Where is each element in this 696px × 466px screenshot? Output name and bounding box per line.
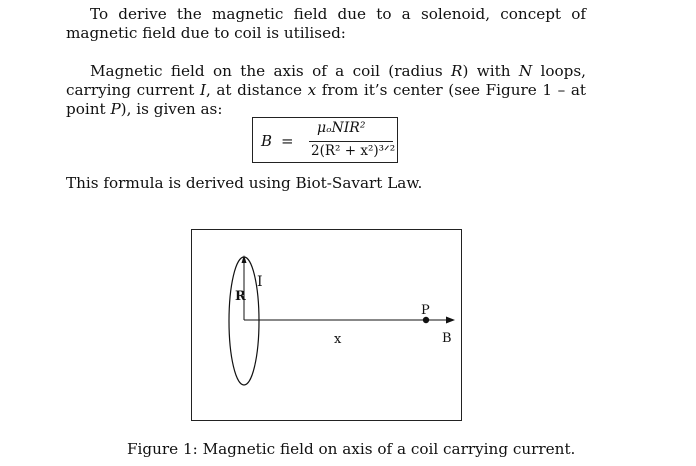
var-x: x	[307, 81, 317, 99]
var-n: N	[518, 62, 533, 80]
text-segment: ), is given as:	[120, 100, 223, 118]
formula-denominator: 2(R² + x²)³ᐟ²	[311, 143, 396, 159]
label-field: B	[442, 331, 452, 346]
label-distance: x	[334, 332, 342, 347]
biot-savart-paragraph: This formula is derived using Biot-Savart Law.	[66, 174, 423, 192]
label-point: P	[421, 303, 430, 318]
intro-text: To derive the magnetic field due to a solenoid, concept of magnetic field due to coil is utilised:	[66, 5, 586, 42]
formula-numerator: μₒNIR²	[317, 120, 366, 136]
coil-diagram	[192, 230, 463, 422]
coil-figure	[191, 229, 462, 421]
text-segment: Magnetic field on the axis of a coil (radius	[90, 62, 452, 80]
var-r: R	[451, 62, 463, 80]
text-segment: , at distance	[205, 81, 308, 99]
formula-equals: =	[281, 132, 294, 150]
text-segment: ) with	[462, 62, 519, 80]
fraction-bar	[309, 141, 393, 142]
label-radius: R	[235, 289, 246, 304]
intro-paragraph	[66, 5, 586, 43]
formula-box	[252, 117, 398, 163]
current-arrow-head	[242, 255, 247, 263]
label-current: I	[257, 274, 263, 290]
text-segment: from it’s center (see Figure 1 – at point	[66, 81, 587, 118]
var-p: P	[110, 100, 121, 118]
figure-caption: Figure 1: Magnetic field on axis of a coil carrying current.	[127, 440, 576, 458]
text-segment: loops, carrying current	[66, 62, 586, 99]
field-arrow-head	[446, 317, 455, 324]
formula-lhs: B	[261, 132, 273, 150]
var-i: I	[199, 81, 206, 99]
coil-field-paragraph	[66, 62, 586, 119]
